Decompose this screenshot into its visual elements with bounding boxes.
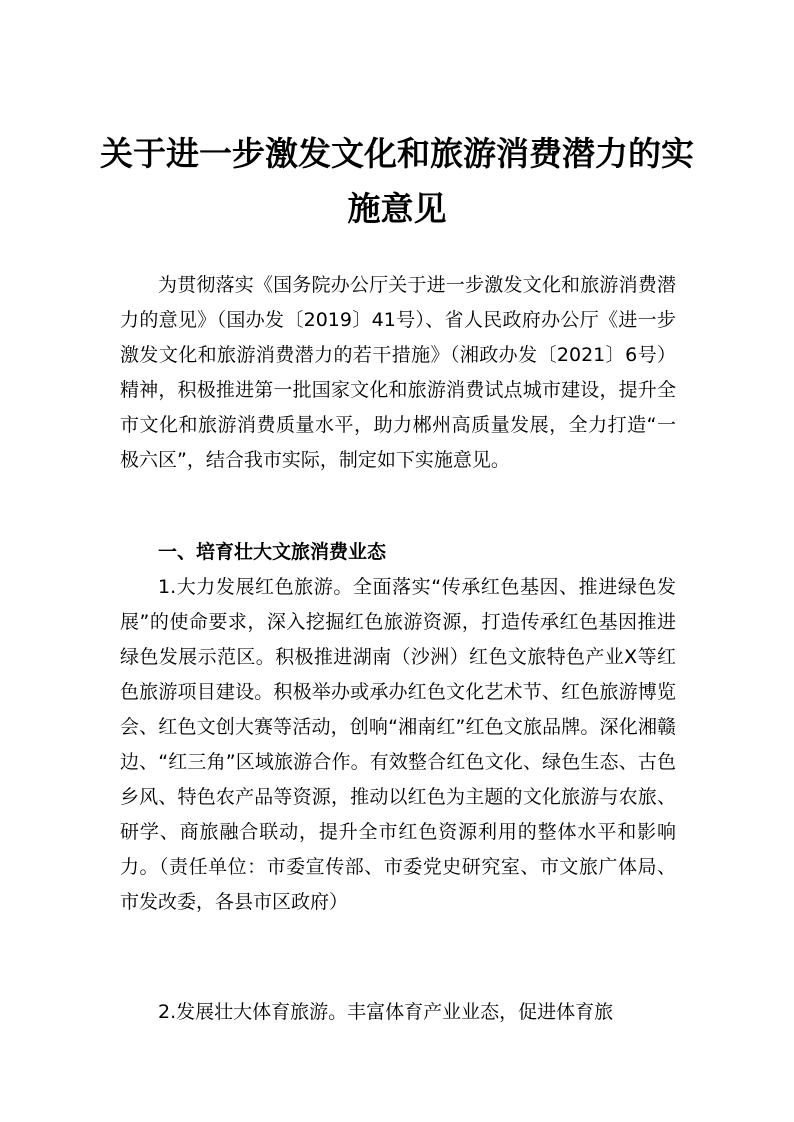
document-title-line-2: 施意见 — [347, 189, 447, 228]
document-title-line-1: 关于进一步激发文化和旅游消费潜力的实 — [100, 134, 694, 173]
section-1-heading: 一、培育壮大文旅消费业态 — [158, 541, 387, 563]
item-1-paragraph: 1.大力发展红色旅游。全面落实“传承红色基因、推进绿色发展”的使命要求，深入挖掘红色旅游资源，打造传承红色基因推进绿色发展示范区。积极推进湖南（沙洲）红色文旅特色产业X等红色旅游项目建设。积极举办或承办红色文化艺术节、红色旅游博览会、红色文创大赛等活动，创响“湘南红”红色文旅品牌。深化湘赣边、“红三角”区域旅游合作。有效整合红色文化、绿色生态、古色乡风、特色农产品等资源，推动以红色为主题的文化旅游与农旅、研学、商旅融合联动，提升全市红色资源利用的整体水平和影响力。（责任单位：市委宣传部、市委党史研究室、市文旅广体局、市发改委，各县市区政府） — [120, 576, 676, 913]
intro-paragraph: 为贯彻落实《国务院办公厅关于进一步激发文化和旅游消费潜力的意见》（国办发〔2019〕41号）、省人民政府办公厅《进一步激发文化和旅游消费潜力的若干措施》（湘政办发〔2021〕6号）精神，积极推进第一批国家文化和旅游消费试点城市建设，提升全市文化和旅游消费质量水平，助力郴州高质量发展，全力打造“一极六区”，结合我市实际，制定如下实施意见。 — [120, 274, 676, 471]
item-2-paragraph: 2.发展壮大体育旅游。丰富体育产业业态，促进体育旅 — [158, 1001, 614, 1023]
